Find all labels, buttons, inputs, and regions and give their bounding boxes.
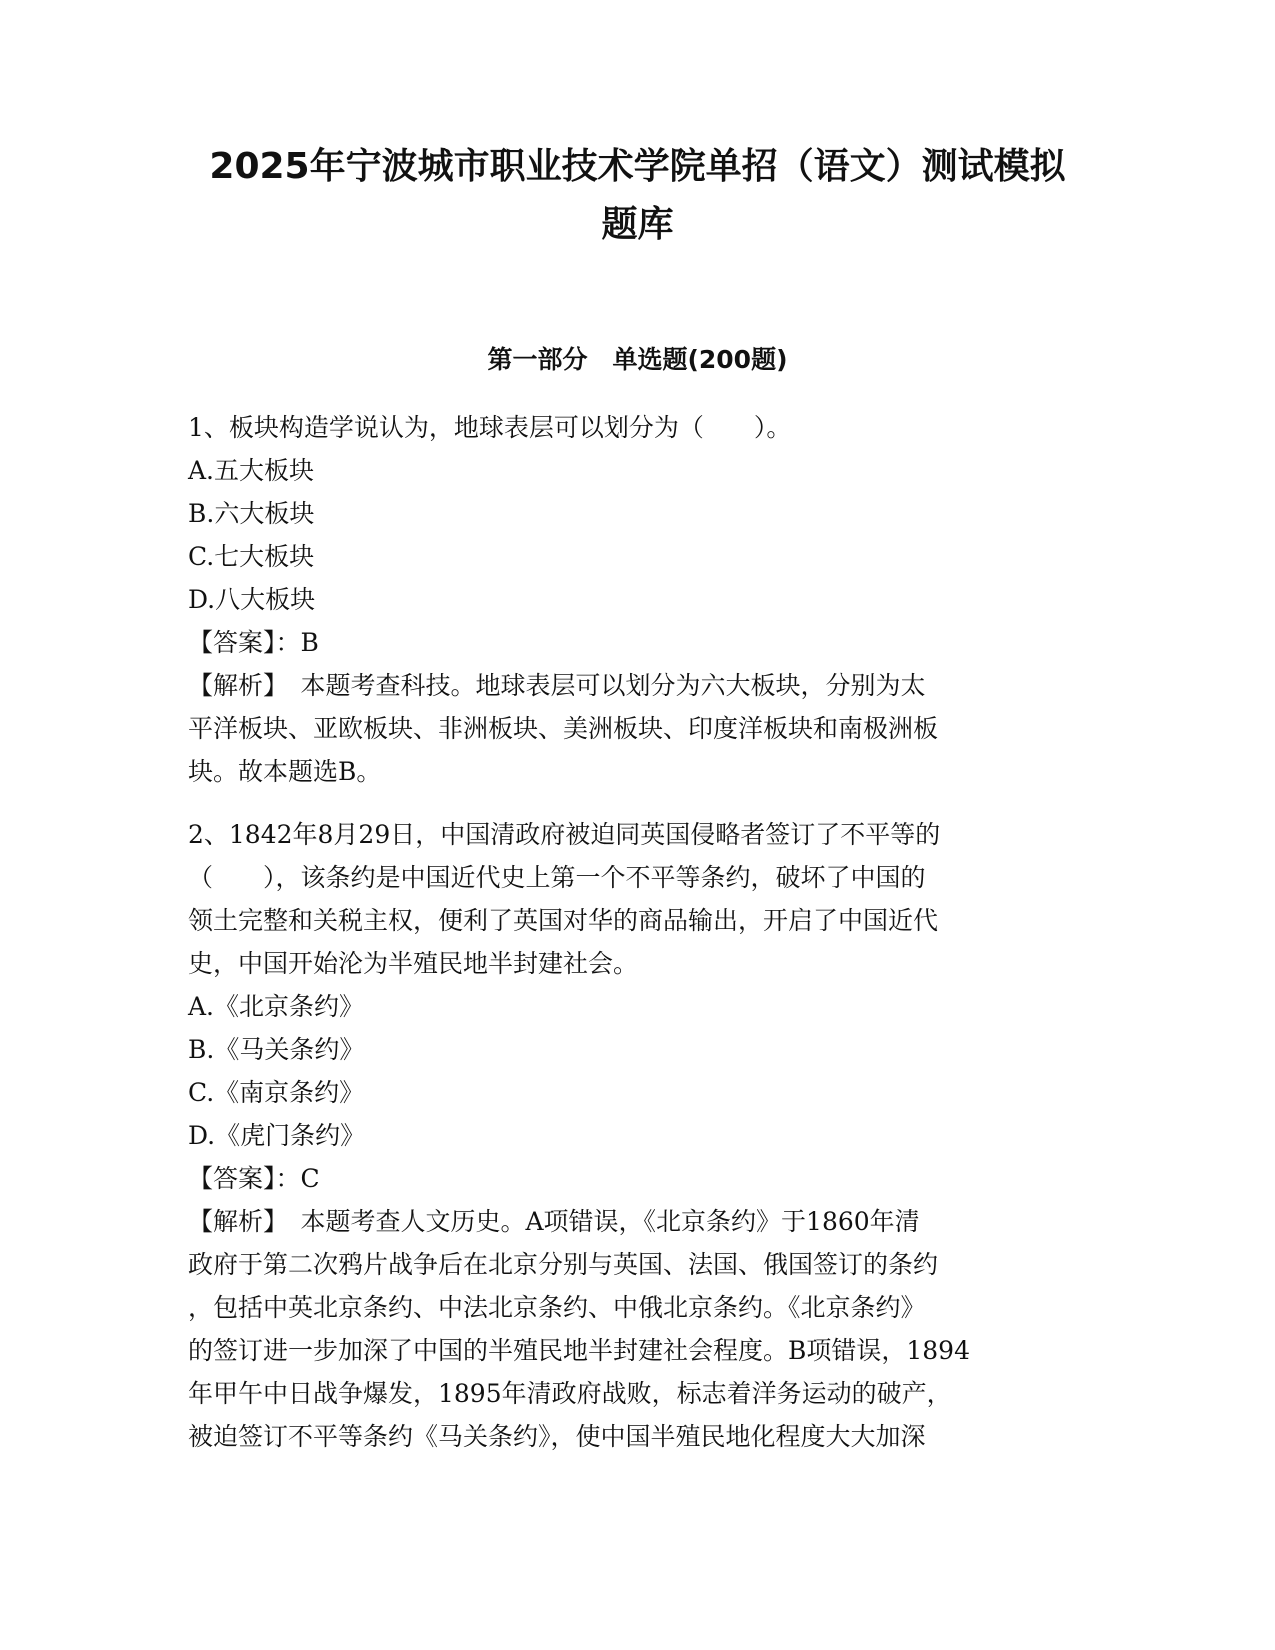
explanation-line: 年甲午中日战争爆发，1895年清政府战败，标志着洋务运动的破产， [188,1379,952,1408]
answer-line: 【答案】：B [188,628,319,657]
explanation-line: 块。故本题选B。 [188,757,382,786]
question-stem-line: （ ），该条约是中国近代史上第一个不平等条约，破坏了中国的 [188,863,926,892]
explanation-line: 被迫签订不平等条约《马关条约》，使中国半殖民地化程度大大加深 [188,1422,926,1451]
explanation-line: 【解析】 本题考查人文历史。A项错误，《北京条约》于1860年清 [188,1207,920,1236]
answer-line: 【答案】：C [188,1164,320,1193]
option-a: A.五大板块 [188,456,315,485]
explanation-line: 【解析】 本题考查科技。地球表层可以划分为六大板块，分别为太 [188,671,926,700]
option-c: C.《南京条约》 [188,1078,365,1107]
question-2 [188,813,1078,1458]
explanation-line: ，包括中英北京条约、中法北京条约、中俄北京条约。《北京条约》 [188,1293,926,1322]
section-title: 第一部分 单选题(200题) [487,345,788,374]
document-title [150,138,1125,254]
option-b: B.六大板块 [188,499,315,528]
question-stem-line: 领土完整和关税主权，便利了英国对华的商品输出，开启了中国近代 [188,906,939,935]
explanation-line: 平洋板块、亚欧板块、非洲板块、美洲板块、印度洋板块和南极洲板 [188,714,939,743]
option-c: C.七大板块 [188,542,315,571]
question-stem-line: 1、板块构造学说认为，地球表层可以划分为（ ）。 [188,413,792,442]
option-a: A.《北京条约》 [188,992,365,1021]
option-b: B.《马关条约》 [188,1035,365,1064]
question-stem-line: 2、1842年8月29日，中国清政府被迫同英国侵略者签订了不平等的 [188,820,941,849]
explanation-line: 政府于第二次鸦片战争后在北京分别与英国、法国、俄国签订的条约 [188,1250,939,1279]
option-d: D.八大板块 [188,585,316,614]
question-1 [188,406,1078,793]
question-list [188,406,1078,1458]
title-line-1: 2025年宁波城市职业技术学院单招（语文）测试模拟 [209,146,1066,187]
question-spacer [188,793,1078,813]
question-stem-line: 史，中国开始沦为半殖民地半封建社会。 [188,949,639,978]
explanation-line: 的签订进一步加深了中国的半殖民地半封建社会程度。B项错误，1894 [188,1336,970,1365]
title-line-2: 题库 [601,204,674,245]
option-d: D.《虎门条约》 [188,1121,366,1150]
